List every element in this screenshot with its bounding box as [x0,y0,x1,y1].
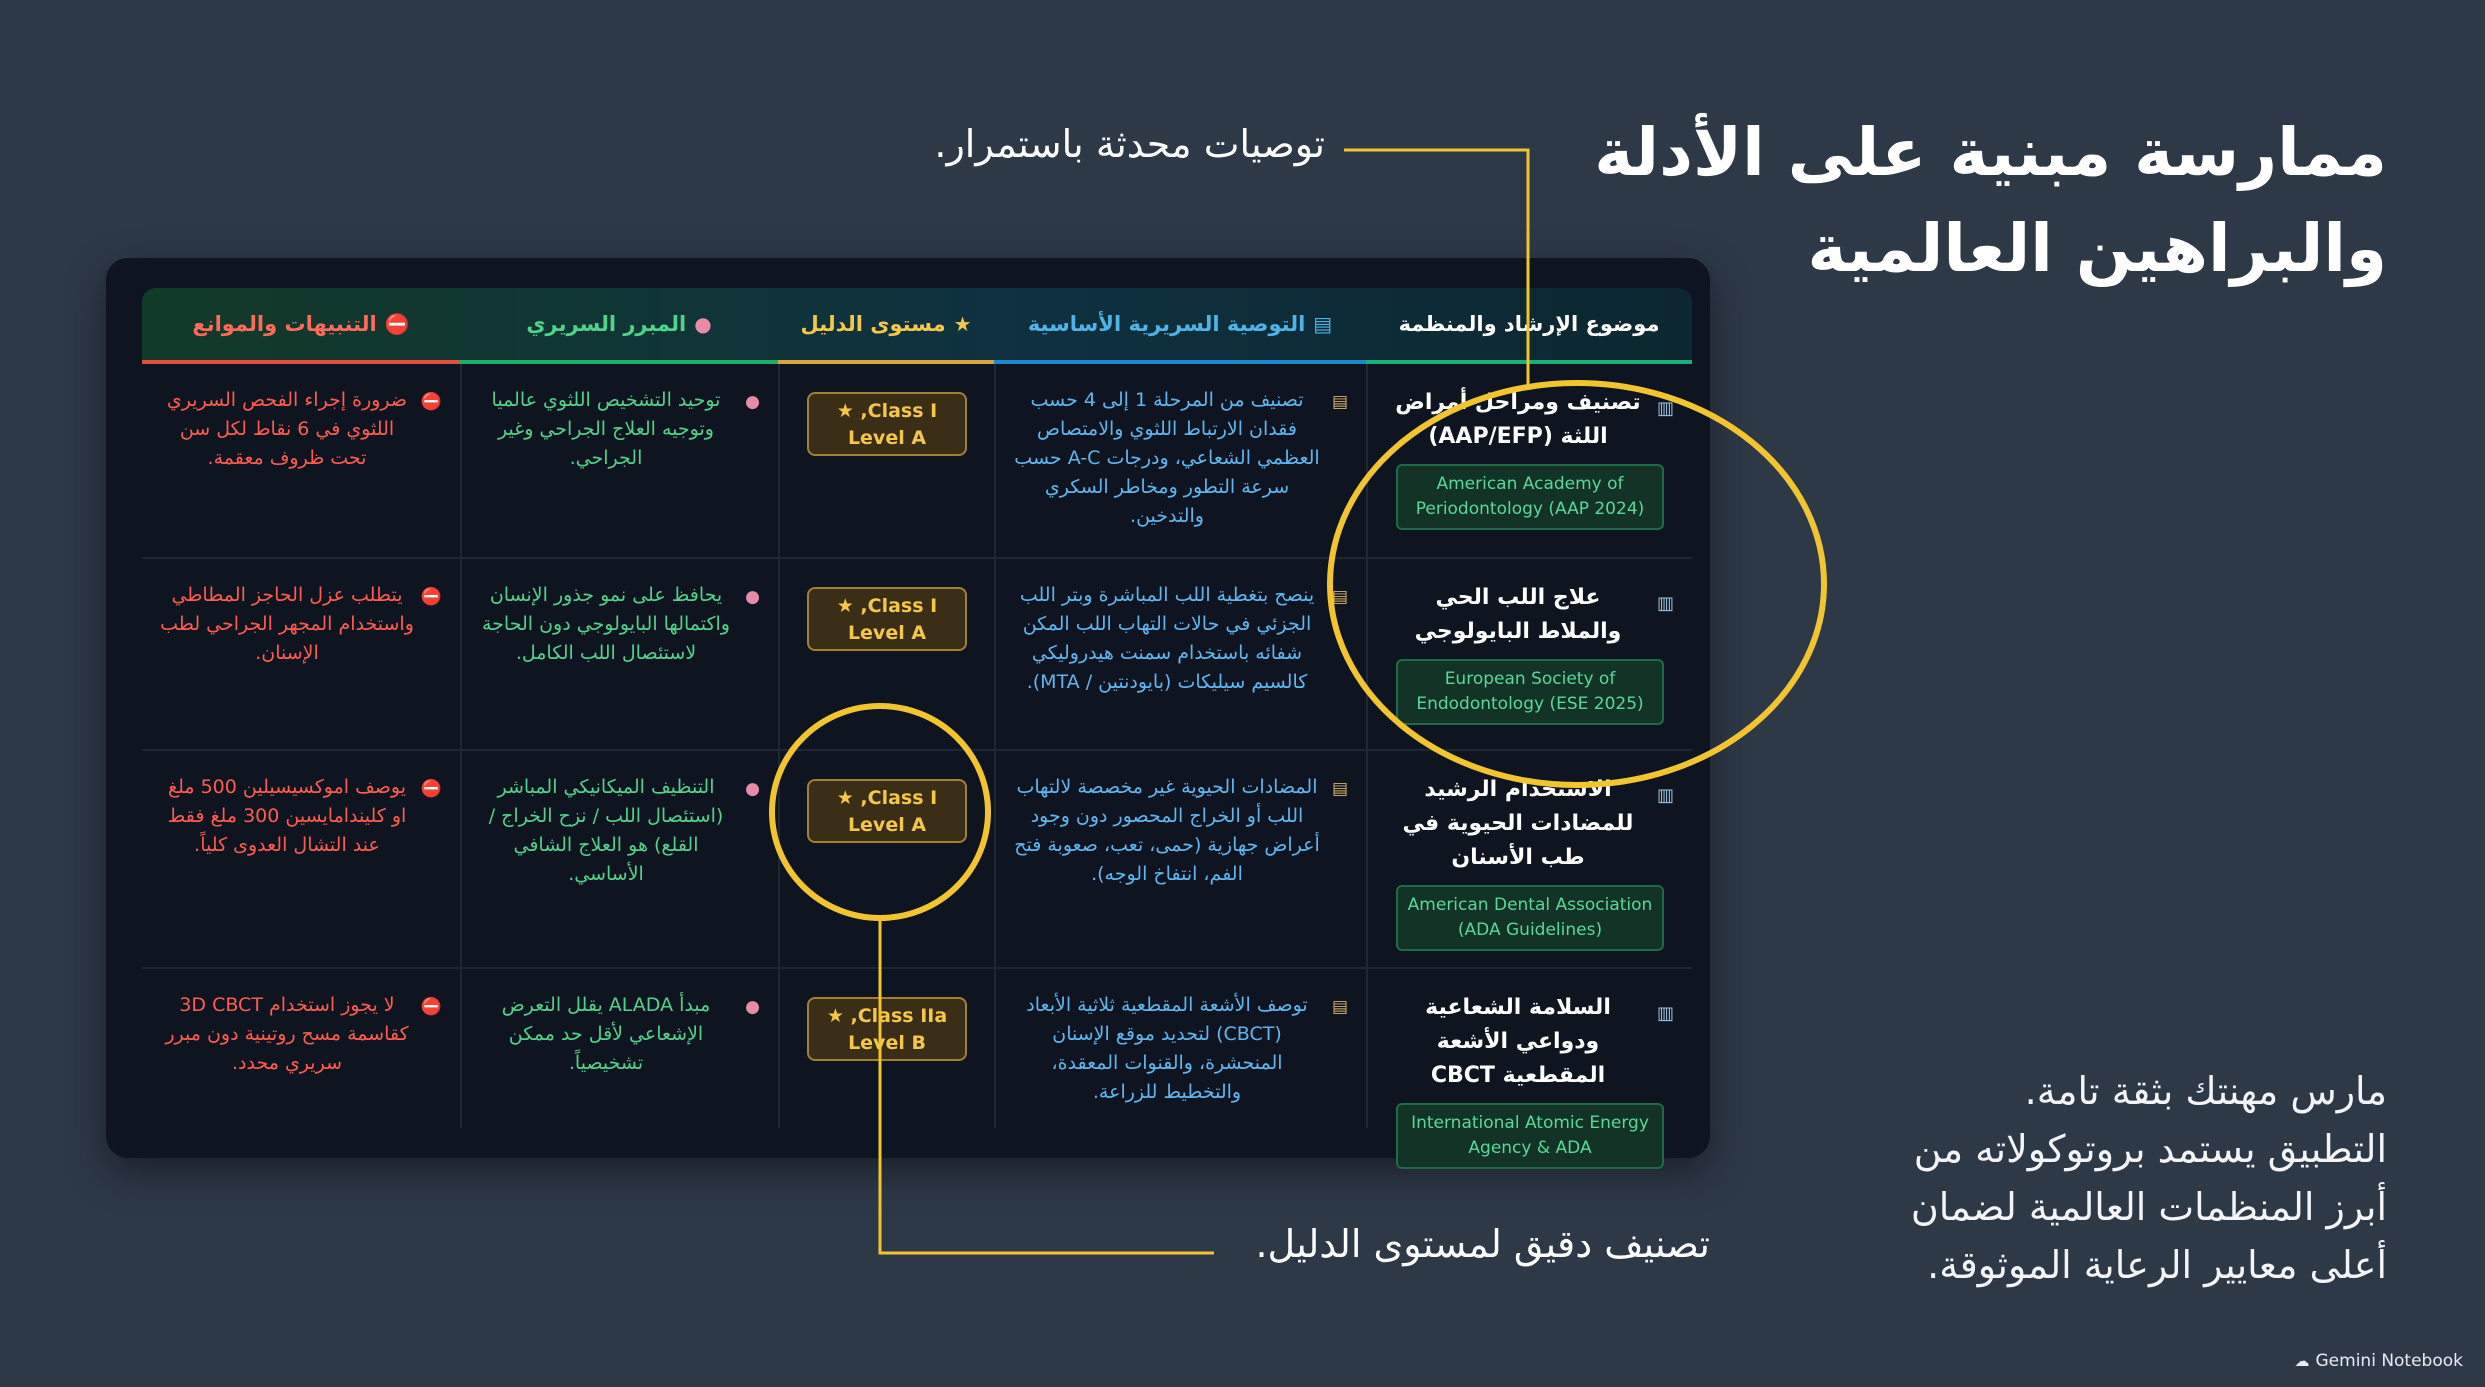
clipboard-icon: ▤ [1313,312,1333,336]
header-warnings: ⛔ التنبيهات والموانع [142,288,460,364]
rationale-cell [460,559,778,749]
warning-text: ضرورة إجراء الفحص السريري اللثوي في 6 نقاط لكل سن تحت ظروف معقمة. [166,389,408,469]
rationale-text: مبدأ ALADA يقلل التعرض الإشعاعي لأقل حد ممكن تشخيصياً. [501,994,711,1074]
recommendation-text: ينصح بتغطية اللب المباشرة وبتر اللب الجزئي في حالات التهاب اللب المكن شفائه باستخدام سمنت هيدروليكي كالسيم سيليكات (بايودنتين / MTA). [1019,584,1315,693]
brain-icon: ● [745,587,760,607]
evidence-cell [778,751,994,967]
clipboard-icon: ▤ [1331,392,1348,412]
rationale-cell [460,969,778,1128]
evidence-class: Class I, ★ [836,787,938,809]
evidence-cell [778,559,994,749]
table-row [142,969,1692,1158]
sparkle-icon: ☁ [2294,1352,2310,1370]
recommendation-text: المضادات الحيوية غير مخصصة لالتهاب اللب أو الخراج المحصور دون وجود أعراض جهازية (حمى، تعب، صعوبة فتح الفم، انتفاخ الوجه). [1014,776,1320,885]
guidelines-table [142,288,1692,1158]
no-entry-icon: ⛔ [384,312,410,336]
header-recommendation: ▤ التوصية السريرية الأساسية [994,288,1366,364]
rationale-cell [460,751,778,967]
header-evidence: ★ مستوى الدليل [778,288,994,364]
brain-icon: ● [745,997,760,1017]
callout-evidence-grading: تصنيف دقيق لمستوى الدليل. [1255,1222,1710,1266]
warning-cell [142,751,460,967]
recommendation-cell [994,364,1366,557]
guidelines-panel [106,258,1710,1158]
recommendation-cell [994,969,1366,1128]
organization-badge: European Society of Endodontology (ESE 2025) [1396,659,1664,725]
evidence-level: Level A [847,427,927,449]
evidence-level: Level A [847,814,927,836]
topic-title: علاج اللب الحي والملاط البايولوجي [1414,585,1622,644]
rationale-text: توحيد التشخيص اللثوي عالميا وتوجيه العلاج الجراحي وغير الجراحي. [491,389,721,469]
evidence-level: Level A [847,622,927,644]
evidence-cell [778,969,994,1128]
no-entry-icon: ⛔ [420,779,442,799]
brand-watermark [2295,1351,2464,1371]
rationale-cell [460,364,778,557]
table-row [142,751,1692,969]
header-topic: موضوع الإرشاد والمنظمة [1366,288,1692,364]
topic-cell [1366,559,1692,749]
body-copy-line-2: التطبيق يستمد بروتوكولاته من [1913,1127,2387,1171]
evidence-badge [807,587,967,651]
organization-badge: International Atomic Energy Agency & ADA [1396,1103,1664,1169]
body-copy-line-4: أعلى معايير الرعاية الموثوقة. [1927,1243,2387,1287]
topic-cell [1366,364,1692,557]
organization-badge: American Academy of Periodontology (AAP 2024) [1396,464,1664,530]
recommendation-cell [994,751,1366,967]
evidence-class: Class IIa, ★ [826,1005,948,1027]
rationale-text: يحافظ على نمو جذور الإنسان واكتمالها البايولوجي دون الحاجة لاستئصال اللب الكامل. [482,584,730,664]
evidence-badge [807,392,967,456]
table-row [142,364,1692,559]
table-row [142,559,1692,751]
topic-cell [1366,751,1692,967]
warning-text: يتطلب عزل الحاجز المطاطي واستخدام المجهر الجراحي لطب الإسنان. [160,584,414,664]
evidence-level: Level B [848,1032,926,1054]
warning-cell [142,969,460,1128]
brand-name: Gemini Notebook [2315,1351,2463,1371]
headline-line-2: والبراهين العالمية [1807,210,2387,287]
topic-title: تصنيف ومراحل أمراض اللثة (AAP/EFP) [1395,390,1641,449]
topic-title: السلامة الشعاعية ودواعي الأشعة المقطعية CBCT [1425,995,1611,1088]
warning-text: لا يجوز استخدام 3D CBCT كقاسمة مسح روتينية دون مبرر سريري محدد. [165,994,409,1074]
star-icon: ★ [953,312,972,336]
warning-cell [142,364,460,557]
clipboard-icon: ▤ [1331,779,1348,799]
rationale-text: التنظيف الميكانيكي المباشر (استئصال اللب / نزح الخراج / القلع) هو العلاج الشافي الأساسي. [488,776,724,885]
evidence-class: Class I, ★ [836,595,938,617]
clipboard-icon: ▤ [1331,997,1348,1017]
table-header [142,288,1692,364]
evidence-badge [807,779,967,843]
warning-text: يوصف اموكسيسيلين 500 ملغ او كليندامايسين 300 ملغ فقط عند التشال العدوى كلياً. [167,776,407,856]
no-entry-icon: ⛔ [420,587,442,607]
callout-updated-recommendations: توصيات محدثة باستمرار. [934,122,1325,166]
headline-line-1: ممارسة مبنية على الأدلة [1594,114,2387,191]
recommendation-text: توصف الأشعة المقطعية ثلاثية الأبعاد (CBCT) لتحديد موقع الإسنان المنحشرة، والقنوات المعقدة، والتخطيط للزراعة. [1026,994,1308,1103]
recommendation-cell [994,559,1366,749]
topic-cell [1366,969,1692,1158]
body-copy [1767,1062,2387,1294]
book-icon: ▥ [1656,785,1674,806]
evidence-class: Class I, ★ [836,400,938,422]
recommendation-text: تصنيف من المرحلة 1 إلى 4 حسب فقدان الارتباط اللثوي والامتصاص العظمي الشعاعي، ودرجات A-C حسب سرعة التطور ومخاطر السكري والتدخين. [1014,389,1320,527]
brain-icon: ● [745,779,760,799]
book-icon: ▥ [1656,398,1674,419]
topic-title: الاستخدام الرشيد للمضادات الحيوية في طب الأسنان [1402,777,1634,870]
evidence-badge [807,997,967,1061]
no-entry-icon: ⛔ [420,392,442,412]
book-icon: ▥ [1656,1003,1674,1024]
body-copy-line-3: أبرز المنظمات العالمية لضمان [1910,1185,2387,1229]
clipboard-icon: ▤ [1331,587,1348,607]
organization-badge: American Dental Association (ADA Guidelines) [1396,885,1664,951]
no-entry-icon: ⛔ [420,997,442,1017]
brain-icon: ● [694,312,712,336]
header-rationale: ● المبرر السريري [460,288,778,364]
warning-cell [142,559,460,749]
body-copy-line-1: مارس مهنتك بثقة تامة. [2024,1069,2387,1113]
brain-icon: ● [745,392,760,412]
book-icon: ▥ [1656,593,1674,614]
evidence-cell [778,364,994,557]
